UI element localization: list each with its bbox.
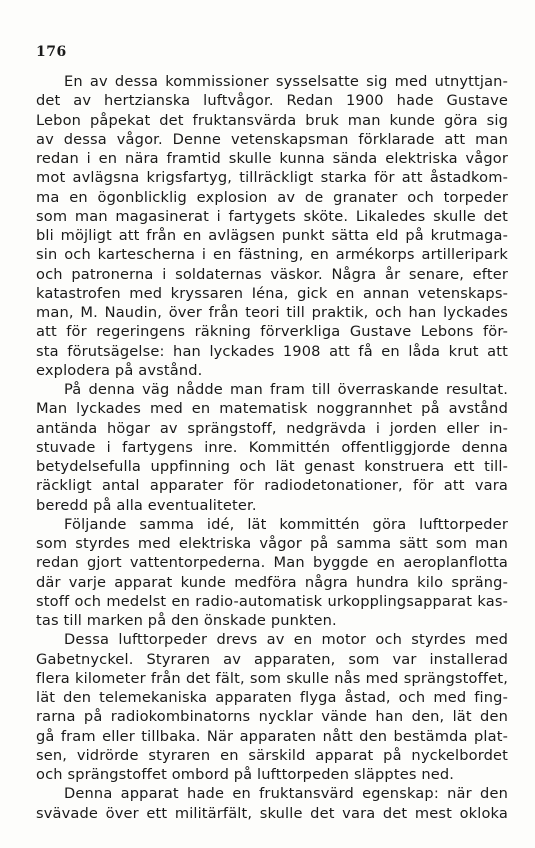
text-line: ma en ögonblicklig explosion av de granater och torpeder [36, 188, 508, 206]
text-line: och sprängstoffet ombord på lufttorpeden släpptes ned. [36, 766, 455, 783]
text-line: betydelsefulla uppfinning och lät genast konstruera ett till- [36, 458, 508, 475]
text-line: beredd på alla eventualiteter. [36, 496, 257, 514]
text-line: En av dessa kommissioner sysselsatte sig med utnyttjan- [64, 73, 508, 90]
text-line: Dessa lufttorpeder drevs av en motor och styrdes med [64, 631, 508, 649]
text-line: lät den telemekaniska apparaten flyga åstad, och med fing- [36, 689, 508, 706]
text-line: sen, vidrörde styraren en särskild apparat på nyckelbordet [36, 746, 508, 764]
text-line: redan gjort vattentorpederna. Man byggde en aeroplanflotta [36, 554, 508, 572]
text-line: räckligt antal apparater för radiodetonationer, för att vara [36, 477, 508, 495]
text-line: mot avlägsna krigsfartyg, tillräckligt starka för att åstadkom- [36, 169, 508, 187]
text-line: man, M. Naudin, över från teori till praktik, och han lyckades [36, 304, 508, 321]
text-line: att för regeringens räkning förverkliga Gustave Lebons för- [36, 323, 508, 341]
text-line: gå fram eller tillbaka. När apparaten nått den bestämda plat- [36, 727, 508, 745]
text-line: flera kilometer från det fält, som skulle nås med sprängstoffet, [36, 669, 508, 687]
text-line: explodera på avstånd. [36, 361, 203, 379]
text-line: Man lyckades med en matematisk noggrannhet på avstånd [36, 400, 508, 418]
text-line: det av hertzianska luftvågor. Redan 1900 hade Gustave [36, 92, 508, 110]
text-line: katastrofen med kryssaren Iéna, gick en annan vetenskaps- [36, 284, 508, 302]
text-line: Lebon påpekat det fruktansvärda bruk man kunde göra sig [36, 111, 508, 129]
text-line: redan i en nära framtid skulle kunna sända elektriska vågor [36, 150, 508, 167]
text-line: svävade över ett militärfält, skulle det vara det mest okloka [36, 804, 508, 822]
text-line: som man magasinerat i fartygets sköte. Likaledes skulle det [36, 207, 508, 225]
text-line: antända högar av sprängstoff, nedgrävda i jorden eller in- [36, 419, 508, 437]
text-line: tas till marken på den önskade punkten. [36, 612, 337, 629]
body-text [36, 72, 508, 823]
text-line: På denna väg nådde man fram till överraskande resultat. [64, 381, 508, 398]
text-line: av dessa vågor. Denne vetenskapsman förklarade att man [36, 130, 508, 148]
paragraph [36, 72, 508, 380]
text-line: som styrdes med elektriska vågor på samma sätt som man [36, 535, 508, 552]
paragraph [36, 515, 508, 631]
paragraph [36, 784, 508, 823]
paragraph [36, 380, 508, 515]
text-line: stuvade i fartygens inre. Kommittén offentliggjorde denna [36, 438, 508, 456]
text-line: rarna på radiokombinatorns nycklar vände han den, lät den [36, 708, 508, 726]
text-line: och patronerna i soldaternas väskor. Några år senare, efter [36, 265, 508, 283]
text-line: sta förutsägelse: han lyckades 1908 att få en låda krut att [36, 342, 508, 360]
page-number: 176 [36, 44, 67, 60]
paragraph [36, 630, 508, 784]
text-line: stoff och medelst en radio-automatisk urkopplingsapparat kas- [36, 592, 508, 610]
text-line: sin och kartescherna i en fästning, en armékorps artilleripark [36, 246, 508, 264]
text-line: där varje apparat kunde medföra några hundra kilo spräng- [36, 573, 508, 591]
text-line: Denna apparat hade en fruktansvärd egenskap: när den [64, 785, 508, 803]
text-line: bli möjligt att från en avlägsen punkt sätta eld på krutmaga- [36, 227, 508, 244]
text-line: Följande samma idé, lät kommittén göra lufttorpeder [64, 515, 508, 533]
text-line: Gabetnyckel. Styraren av apparaten, som var installerad [36, 650, 508, 668]
